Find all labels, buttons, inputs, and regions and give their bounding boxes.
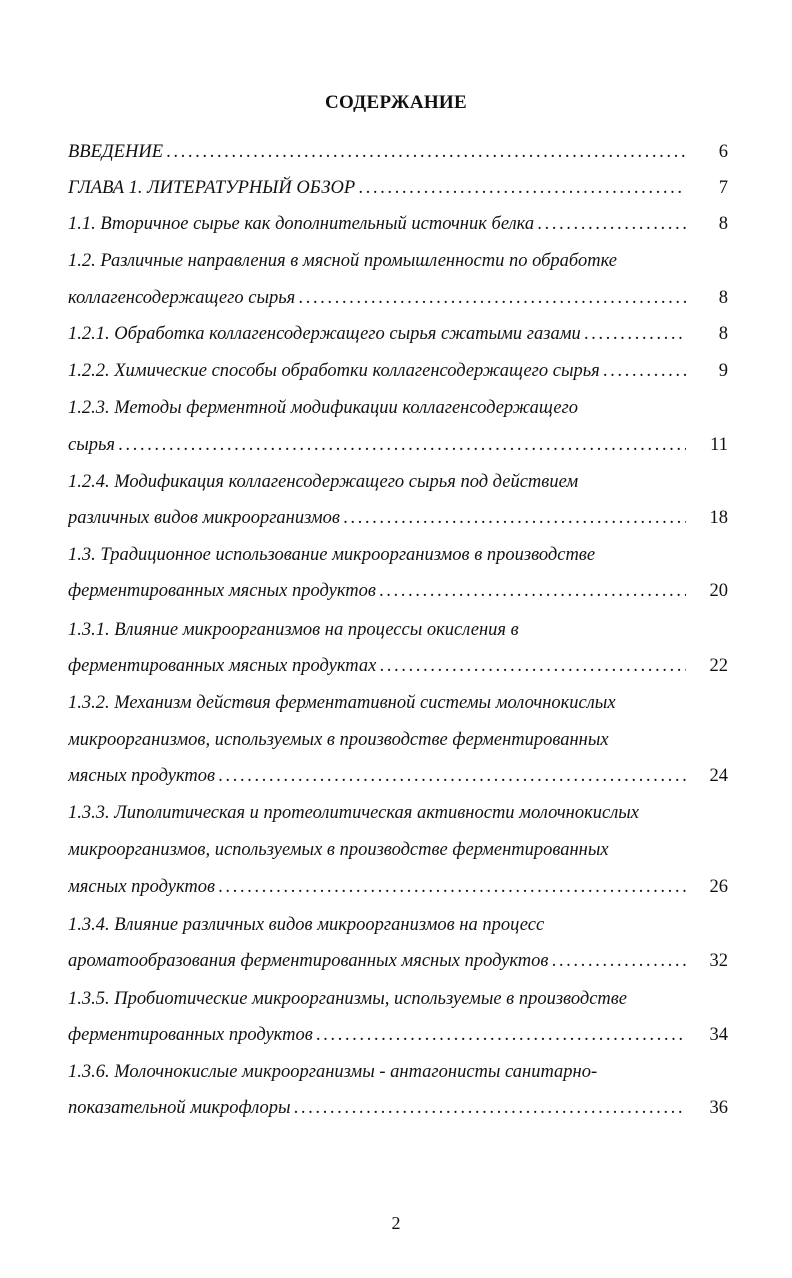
toc-entry-1-2-line-1[interactable]: 1.2. Различные направления в мясной промышленности по обработке bbox=[68, 251, 617, 271]
toc-entry-1-3-line-1[interactable]: 1.3. Традиционное использование микроорганизмов в производстве bbox=[68, 545, 596, 565]
toc-entry-1-3-2-line-1[interactable]: 1.3.2. Механизм действия ферментативной системы молочнокислых bbox=[68, 693, 616, 713]
toc-entry-1-2-3-line-2[interactable]: сырья . . . bbox=[68, 432, 686, 458]
toc-page-number: 34 bbox=[709, 1025, 728, 1045]
toc-page-number: 8 bbox=[718, 324, 728, 344]
toc-entry-introduction[interactable]: ВВЕДЕНИЕ . . . bbox=[68, 139, 686, 165]
toc-entry-1-2-1[interactable]: 1.2.1. Обработка коллагенсодержащего сырья сжатыми газами . . . bbox=[68, 321, 686, 347]
toc-page-number: 8 bbox=[718, 214, 728, 234]
toc-entry-1-3-5-line-2[interactable]: ферментированных продуктов . . . bbox=[68, 1022, 686, 1048]
toc-entry-1-3-3-line-3[interactable]: мясных продуктов . . . bbox=[68, 874, 686, 900]
toc-entry-1-2-4-line-2[interactable]: различных видов микроорганизмов . . . bbox=[68, 505, 686, 531]
toc-entry-1-3-6-line-1[interactable]: 1.3.6. Молочнокислые микроорганизмы - антагонисты санитарно- bbox=[68, 1062, 598, 1082]
toc-entry-1-3-6-line-2[interactable]: показательной микрофлоры . . . bbox=[68, 1095, 686, 1121]
toc-entry-1-2-4-line-1[interactable]: 1.2.4. Модификация коллагенсодержащего сырья под действием bbox=[68, 472, 579, 492]
toc-page-number: 6 bbox=[718, 142, 728, 162]
toc-entry-1-1[interactable]: 1.1. Вторичное сырье как дополнительный источник белка . . . bbox=[68, 211, 686, 237]
toc-page-number: 18 bbox=[709, 508, 728, 528]
toc-entry-chapter-1[interactable]: ГЛАВА 1. ЛИТЕРАТУРНЫЙ ОБЗОР . . . bbox=[68, 175, 686, 201]
toc-entry-1-3-5-line-1[interactable]: 1.3.5. Пробиотические микроорганизмы, используемые в производстве bbox=[68, 989, 628, 1009]
toc-entry-1-2-line-2[interactable]: коллагенсодержащего сырья . . . bbox=[68, 285, 686, 311]
toc-entry-1-3-2-line-2[interactable]: микроорганизмов, используемых в производстве ферментированных bbox=[68, 730, 609, 750]
toc-entry-1-3-4-line-1[interactable]: 1.3.4. Влияние различных видов микроорганизмов на процесс bbox=[68, 915, 545, 935]
toc-page-number: 7 bbox=[718, 178, 728, 198]
toc-page-number: 24 bbox=[709, 766, 728, 786]
toc-page-number: 20 bbox=[709, 581, 728, 601]
toc-page-number: 36 bbox=[709, 1098, 728, 1118]
toc-entry-1-3-1-line-2[interactable]: ферментированных мясных продуктах . . . bbox=[68, 653, 686, 679]
toc-page-number: 9 bbox=[718, 361, 728, 381]
toc-page-number: 11 bbox=[710, 435, 728, 455]
toc-entry-1-2-3-line-1[interactable]: 1.2.3. Методы ферментной модификации коллагенсодержащего bbox=[68, 398, 579, 418]
toc-entry-1-2-2[interactable]: 1.2.2. Химические способы обработки коллагенсодержащего сырья . . . bbox=[68, 358, 686, 384]
toc-entry-1-3-4-line-2[interactable]: ароматообразования ферментированных мясных продуктов . . . bbox=[68, 948, 686, 974]
toc-page-number: 32 bbox=[709, 951, 728, 971]
toc-entry-1-3-3-line-2[interactable]: микроорганизмов, используемых в производстве ферментированных bbox=[68, 840, 609, 860]
toc-page-number: 26 bbox=[709, 877, 728, 897]
toc-entry-1-3-2-line-3[interactable]: мясных продуктов . . . bbox=[68, 763, 686, 789]
toc-entry-1-3-1-line-1[interactable]: 1.3.1. Влияние микроорганизмов на процессы окисления в bbox=[68, 620, 519, 640]
page-number: 2 bbox=[391, 1213, 401, 1233]
toc-page-number: 8 bbox=[718, 288, 728, 308]
page-title: СОДЕРЖАНИЕ bbox=[325, 92, 467, 113]
toc-entry-1-3-line-2[interactable]: ферментированных мясных продуктов . . . bbox=[68, 578, 686, 604]
toc-entry-1-3-3-line-1[interactable]: 1.3.3. Липолитическая и протеолитическая активности молочнокислых bbox=[68, 803, 640, 823]
toc-page-number: 22 bbox=[709, 656, 728, 676]
